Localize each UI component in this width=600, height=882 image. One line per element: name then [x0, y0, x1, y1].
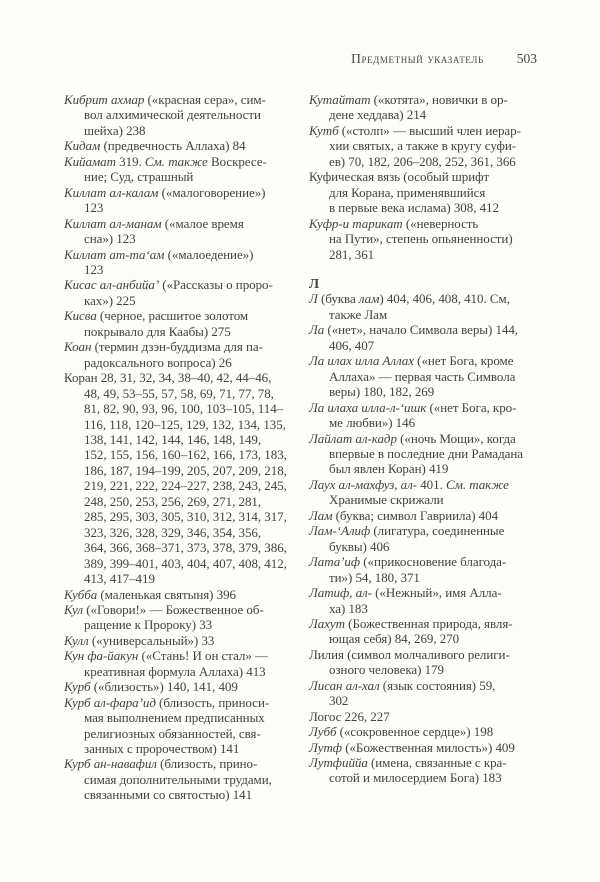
index-term: Кийамат: [64, 153, 116, 169]
entry-continuation-line: [309, 492, 552, 507]
entry-continuation-line: [64, 494, 307, 509]
entry-text: («Говори!» — Божественное об-: [83, 601, 264, 617]
entry-continuation-line: [309, 307, 552, 322]
index-entry: [64, 92, 307, 138]
entry-first-line: [309, 508, 552, 523]
entry-first-line: [309, 709, 552, 724]
entry-text: 81, 82, 90, 93, 96, 100, 103–105, 114–: [84, 401, 284, 417]
entry-text: сотой и милосердием Бога) 183: [329, 770, 502, 786]
entry-text: («Божественная милость») 409: [342, 739, 515, 755]
entry-continuation-line: [309, 461, 552, 476]
entry-first-line: [309, 724, 552, 739]
entry-continuation-line: [64, 432, 307, 447]
entry-continuation-line: [64, 726, 307, 741]
index-entry: [309, 724, 552, 739]
entry-text: 123: [84, 200, 104, 216]
entry-text: 48, 49, 53–55, 57, 58, 69, 71, 77, 78,: [84, 385, 274, 401]
entry-continuation-line: [64, 617, 307, 632]
index-entry: [64, 648, 307, 679]
entry-text: (Божественная природа, явля-: [344, 615, 513, 631]
entry-text: Коран 28, 31, 32, 34, 38–40, 42, 44–46,: [64, 370, 272, 386]
entry-continuation-line: [309, 138, 552, 153]
entry-continuation-line: [309, 446, 552, 461]
index-entry: [309, 523, 552, 554]
index-entry: [309, 585, 552, 616]
index-term: Латиф, ал-: [309, 585, 372, 601]
section-heading: Л: [309, 275, 320, 291]
index-term: Лутф: [309, 739, 342, 755]
entry-continuation-line: [64, 664, 307, 679]
entry-text: шейха) 238: [84, 122, 146, 138]
index-entry: [64, 216, 307, 247]
entry-text: («универсальный») 33: [88, 632, 215, 648]
entry-text: («Рассказы о проро-: [159, 277, 273, 293]
entry-continuation-line: [64, 417, 307, 432]
index-term: См. также: [445, 476, 509, 492]
entry-text: покрывало для Каабы) 275: [84, 323, 231, 339]
entry-text: (язык состояния) 59,: [379, 677, 496, 693]
entry-text: озного человека) 179: [329, 662, 444, 678]
index-entry: [64, 247, 307, 278]
entry-text: (термин дзэн-буддизма для па-: [91, 339, 263, 355]
entry-text: хии святых, а также в кругу суфи-: [329, 138, 517, 154]
entry-first-line: [309, 647, 552, 662]
index-entry: [309, 477, 552, 508]
entry-continuation-line: [64, 107, 307, 122]
index-term: Кутайтат: [309, 92, 371, 107]
entry-continuation-line: [64, 401, 307, 416]
index-term: Лам-‘Алиф: [309, 523, 371, 539]
index-entry: [64, 679, 307, 694]
entry-continuation-line: [64, 355, 307, 370]
entry-continuation-line: [64, 386, 307, 401]
entry-continuation-line: [64, 447, 307, 462]
entry-text: ев) 70, 182, 206–208, 252, 361, 366: [329, 153, 516, 169]
entry-first-line: [309, 431, 552, 446]
entry-first-line: [64, 633, 307, 648]
entry-text: Логос 226, 227: [309, 708, 390, 724]
index-term: Коан: [64, 339, 92, 355]
entry-text: (буква: [317, 291, 359, 307]
entry-text: («Стань! И он стал» —: [138, 648, 268, 664]
index-entry: [309, 123, 552, 169]
entry-text: («малоедение»): [164, 246, 254, 262]
entry-text: («ночь Мощи», когда: [396, 430, 516, 446]
index-column-left: [64, 92, 307, 803]
entry-first-line: [64, 756, 307, 771]
entry-text: («сокровенное сердце») 198: [336, 724, 494, 740]
index-columns: [64, 92, 552, 803]
entry-first-line: [64, 587, 307, 602]
index-entry: [64, 138, 307, 153]
entry-text: ние; Суд, страшный: [84, 169, 194, 185]
entry-continuation-line: [309, 200, 552, 215]
index-term: Кулл: [64, 632, 89, 648]
entry-text: также Лам: [329, 306, 388, 322]
entry-text: 323, 326, 328, 329, 346, 354, 356,: [84, 524, 262, 540]
entry-first-line: [309, 123, 552, 138]
index-entry: [309, 291, 552, 322]
entry-text: в первые века ислама) 308, 412: [329, 200, 499, 216]
index-column-right: [309, 92, 552, 803]
entry-continuation-line: [309, 185, 552, 200]
entry-text: Куфическая вязь (особый шрифт: [309, 169, 490, 185]
entry-text: сна») 123: [84, 231, 136, 247]
entry-continuation-line: [309, 231, 552, 246]
entry-text: дене хеддава) 214: [329, 107, 427, 123]
index-term: Ла: [309, 322, 325, 338]
entry-text: креативная формула Аллаха) 413: [84, 663, 266, 679]
entry-first-line: [64, 154, 307, 169]
entry-text: («Нежный», имя Алла-: [371, 585, 502, 601]
entry-continuation-line: [64, 478, 307, 493]
entry-text: 219, 221, 222, 224–227, 238, 243, 245,: [84, 478, 287, 494]
index-term: Кисас ал-анбийа’: [64, 277, 160, 293]
entry-text: (маленькая святыня) 396: [97, 586, 236, 602]
entry-first-line: [309, 678, 552, 693]
entry-text: ти») 54, 180, 371: [329, 569, 420, 585]
entry-continuation-line: [64, 540, 307, 555]
entry-continuation-line: [64, 710, 307, 725]
index-entry: [309, 322, 552, 353]
entry-text: мая выполнением предписанных: [84, 710, 265, 726]
entry-continuation-line: [64, 169, 307, 184]
entry-text: радоксального вопроса) 26: [84, 354, 232, 370]
index-entry: [64, 633, 307, 648]
entry-first-line: [309, 554, 552, 569]
index-entry: [309, 616, 552, 647]
index-term: Кун фа-йакун: [64, 648, 139, 664]
entry-continuation-line: [309, 601, 552, 616]
index-term: Лата’иф: [309, 554, 361, 570]
entry-text: ращение к Пророку) 33: [84, 617, 213, 633]
index-term: Ла илах илла Аллах: [309, 353, 414, 369]
index-entry: [309, 508, 552, 523]
entry-text: (черное, расшитое золотом: [96, 308, 249, 324]
entry-text: («нет Бога, кроме: [413, 353, 514, 369]
entry-first-line: [64, 308, 307, 323]
index-entry: [64, 154, 307, 185]
entry-first-line: [309, 353, 552, 368]
entry-text: 406, 407: [329, 337, 375, 353]
entry-continuation-line: [64, 571, 307, 586]
entry-first-line: [309, 291, 552, 306]
entry-text: 389, 399–401, 403, 404, 407, 408, 412,: [84, 555, 287, 571]
entry-continuation-line: [309, 662, 552, 677]
entry-text: (имена, связанные с кра-: [367, 755, 507, 771]
entry-continuation-line: [64, 324, 307, 339]
entry-text: («малое время: [161, 215, 244, 231]
index-term: Киллат ал-калам: [64, 184, 159, 200]
entry-text: 401.: [417, 476, 446, 492]
entry-text: Хранимые скрижали: [329, 492, 444, 508]
index-term: Курб ал-фара’ид: [64, 694, 156, 710]
entry-continuation-line: [64, 741, 307, 756]
entry-first-line: [64, 185, 307, 200]
entry-text: симая дополнительными трудами,: [84, 771, 272, 787]
entry-text: Аллаха» — первая часть Символа: [329, 368, 516, 384]
index-term: Кубба: [64, 586, 98, 602]
entry-continuation-line: [309, 369, 552, 384]
entry-first-line: [64, 277, 307, 292]
entry-text: (лигатура, соединенные: [370, 523, 505, 539]
entry-first-line: [64, 602, 307, 617]
entry-continuation-line: [64, 200, 307, 215]
entry-text: ющая себя) 84, 269, 270: [329, 631, 460, 647]
entry-continuation-line: [309, 631, 552, 646]
entry-continuation-line: [309, 693, 552, 708]
entry-text: ) 404, 406, 408, 410. См,: [379, 291, 510, 307]
entry-text: Воскресе-: [207, 153, 267, 169]
entry-continuation-line: [309, 338, 552, 353]
index-entry: [309, 353, 552, 399]
entry-text: религиозных обязанностей, свя-: [84, 725, 261, 741]
entry-text: 319.: [115, 153, 145, 169]
index-entry: [309, 678, 552, 709]
entry-text: 186, 187, 194–199, 205, 207, 209, 218,: [84, 462, 287, 478]
index-term: Киллат ат-та‘ам: [64, 246, 165, 262]
entry-text: на Пути», степень опьяненности): [329, 231, 513, 247]
entry-text: (буква; символ Гавриила) 404: [332, 507, 499, 523]
entry-text: 123: [84, 261, 104, 277]
entry-text: 413, 417–419: [84, 571, 155, 587]
entry-first-line: [309, 585, 552, 600]
entry-first-line: [64, 648, 307, 663]
entry-text: («неверность: [402, 215, 479, 231]
entry-text: («близость») 140, 141, 409: [90, 679, 238, 695]
entry-continuation-line: [64, 525, 307, 540]
entry-continuation-line: [309, 107, 552, 122]
index-entry: [64, 695, 307, 757]
entry-text: ме любви») 146: [329, 415, 416, 431]
entry-first-line: [309, 740, 552, 755]
entry-continuation-line: [309, 247, 552, 262]
index-term: Лубб: [309, 724, 337, 740]
entry-first-line: [64, 679, 307, 694]
index-term: Кутб: [309, 122, 339, 138]
entry-continuation-line: [64, 123, 307, 138]
entry-first-line: [64, 370, 307, 385]
entry-continuation-line: [309, 539, 552, 554]
index-term: Лам: [309, 507, 333, 523]
index-term: См. также: [144, 153, 208, 169]
entry-text: связанными со святостью) 141: [84, 787, 253, 803]
index-entry: [64, 339, 307, 370]
entry-text: для Корана, применявшийся: [329, 184, 486, 200]
entry-continuation-line: [64, 463, 307, 478]
index-entry: [64, 308, 307, 339]
entry-first-line: [64, 247, 307, 262]
index-term: Лайлат ал-кадр: [309, 430, 397, 446]
page-number: 503: [516, 51, 537, 66]
index-entry: [309, 169, 552, 215]
index-term: Лаух ал-махфуз, ал-: [309, 476, 418, 492]
index-term: Ла илаха илла-л-‘ишк: [309, 399, 427, 415]
entry-first-line: [309, 92, 552, 107]
page-header: [0, 51, 537, 67]
entry-text: (близость, приноси-: [155, 694, 270, 710]
entry-first-line: [309, 523, 552, 538]
entry-text: 138, 141, 142, 144, 146, 148, 149,: [84, 431, 262, 447]
entry-text: занных с пророчеством) 141: [84, 741, 240, 757]
entry-text: («нет», начало Символа веры) 144,: [324, 322, 519, 338]
entry-text: (предвечность Аллаха) 84: [100, 138, 246, 154]
entry-text: («прикосновение благода-: [360, 554, 507, 570]
running-title: Предметный указатель: [351, 51, 484, 66]
entry-text: 248, 250, 253, 256, 269, 271, 281,: [84, 493, 262, 509]
entry-continuation-line: [64, 262, 307, 277]
entry-text: 281, 361: [329, 246, 375, 262]
entry-continuation-line: [64, 787, 307, 802]
entry-continuation-line: [64, 509, 307, 524]
entry-text: 302: [329, 693, 349, 709]
entry-text: вол алхимической деятельности: [84, 107, 261, 123]
index-entry: [64, 185, 307, 216]
entry-text: ках») 225: [84, 292, 136, 308]
entry-first-line: [309, 400, 552, 415]
index-term: Куфр-и тарикат: [309, 215, 403, 231]
index-entry: [309, 647, 552, 678]
index-entry: [64, 587, 307, 602]
entry-first-line: [64, 92, 307, 107]
entry-text: 364, 366, 368–371, 373, 378, 379, 386,: [84, 540, 287, 556]
index-entry: [309, 92, 552, 123]
entry-text: 152, 155, 156, 160–162, 166, 173, 183,: [84, 447, 287, 463]
entry-first-line: [64, 216, 307, 231]
entry-continuation-line: [309, 570, 552, 585]
entry-continuation-line: [309, 770, 552, 785]
entry-text: («столп» — высший член иерар-: [338, 122, 521, 138]
index-entry: [309, 554, 552, 585]
entry-text: Лилия (символ молчаливого религи-: [309, 646, 510, 662]
index-term: Лахут: [309, 615, 345, 631]
index-entry: [309, 709, 552, 724]
index-entry: [309, 431, 552, 477]
index-entry: [309, 755, 552, 786]
index-entry: [309, 740, 552, 755]
entry-text: ха) 183: [329, 600, 368, 616]
index-term: Курб ан-навафил: [64, 756, 157, 772]
entry-continuation-line: [64, 556, 307, 571]
entry-first-line: [309, 616, 552, 631]
entry-text: («нет Бога, кро-: [426, 399, 517, 415]
entry-first-line: [309, 755, 552, 770]
entry-continuation-line: [64, 293, 307, 308]
index-entry: [64, 602, 307, 633]
index-entry: [309, 400, 552, 431]
index-term: Кибрит ахмар: [64, 92, 145, 107]
entry-first-line: [309, 322, 552, 337]
entry-first-line: [309, 216, 552, 231]
entry-continuation-line: [309, 154, 552, 169]
entry-first-line: [64, 339, 307, 354]
index-term: Кисва: [64, 308, 97, 324]
index-term: Л: [309, 291, 318, 307]
entry-text: веры) 180, 182, 269: [329, 384, 435, 400]
entry-continuation-line: [64, 231, 307, 246]
entry-text: 116, 118, 120–125, 129, 132, 134, 135,: [84, 416, 286, 432]
entry-first-line: [309, 169, 552, 184]
entry-first-line: [64, 695, 307, 710]
index-entry: [64, 277, 307, 308]
index-term: Лисан ал-хал: [309, 677, 380, 693]
entry-text: («котята», новички в ор-: [370, 92, 508, 107]
index-term: лам: [358, 291, 380, 307]
index-term: Курб: [64, 679, 91, 695]
index-entry: [309, 216, 552, 262]
entry-continuation-line: [309, 384, 552, 399]
index-term: Кидам: [64, 138, 101, 154]
index-entry: [64, 370, 307, 586]
entry-continuation-line: [64, 772, 307, 787]
index-term: Кул: [64, 601, 84, 617]
entry-text: («красная сера», сим-: [144, 92, 266, 107]
entry-text: 285, 295, 303, 305, 310, 312, 314, 317,: [84, 509, 287, 525]
entry-continuation-line: [309, 415, 552, 430]
entry-text: («малоговорение»): [158, 184, 266, 200]
entry-text: впервые в последние дни Рамадана: [329, 445, 524, 461]
entry-text: (близость, прино-: [156, 756, 258, 772]
entry-text: буквы) 406: [329, 538, 390, 554]
entry-text: был явлен Коран) 419: [329, 461, 449, 477]
entry-first-line: [309, 477, 552, 492]
index-term: Киллат ал-манам: [64, 215, 162, 231]
index-entry: [64, 756, 307, 802]
entry-first-line: [64, 138, 307, 153]
index-term: Лутфиййа: [309, 755, 368, 771]
